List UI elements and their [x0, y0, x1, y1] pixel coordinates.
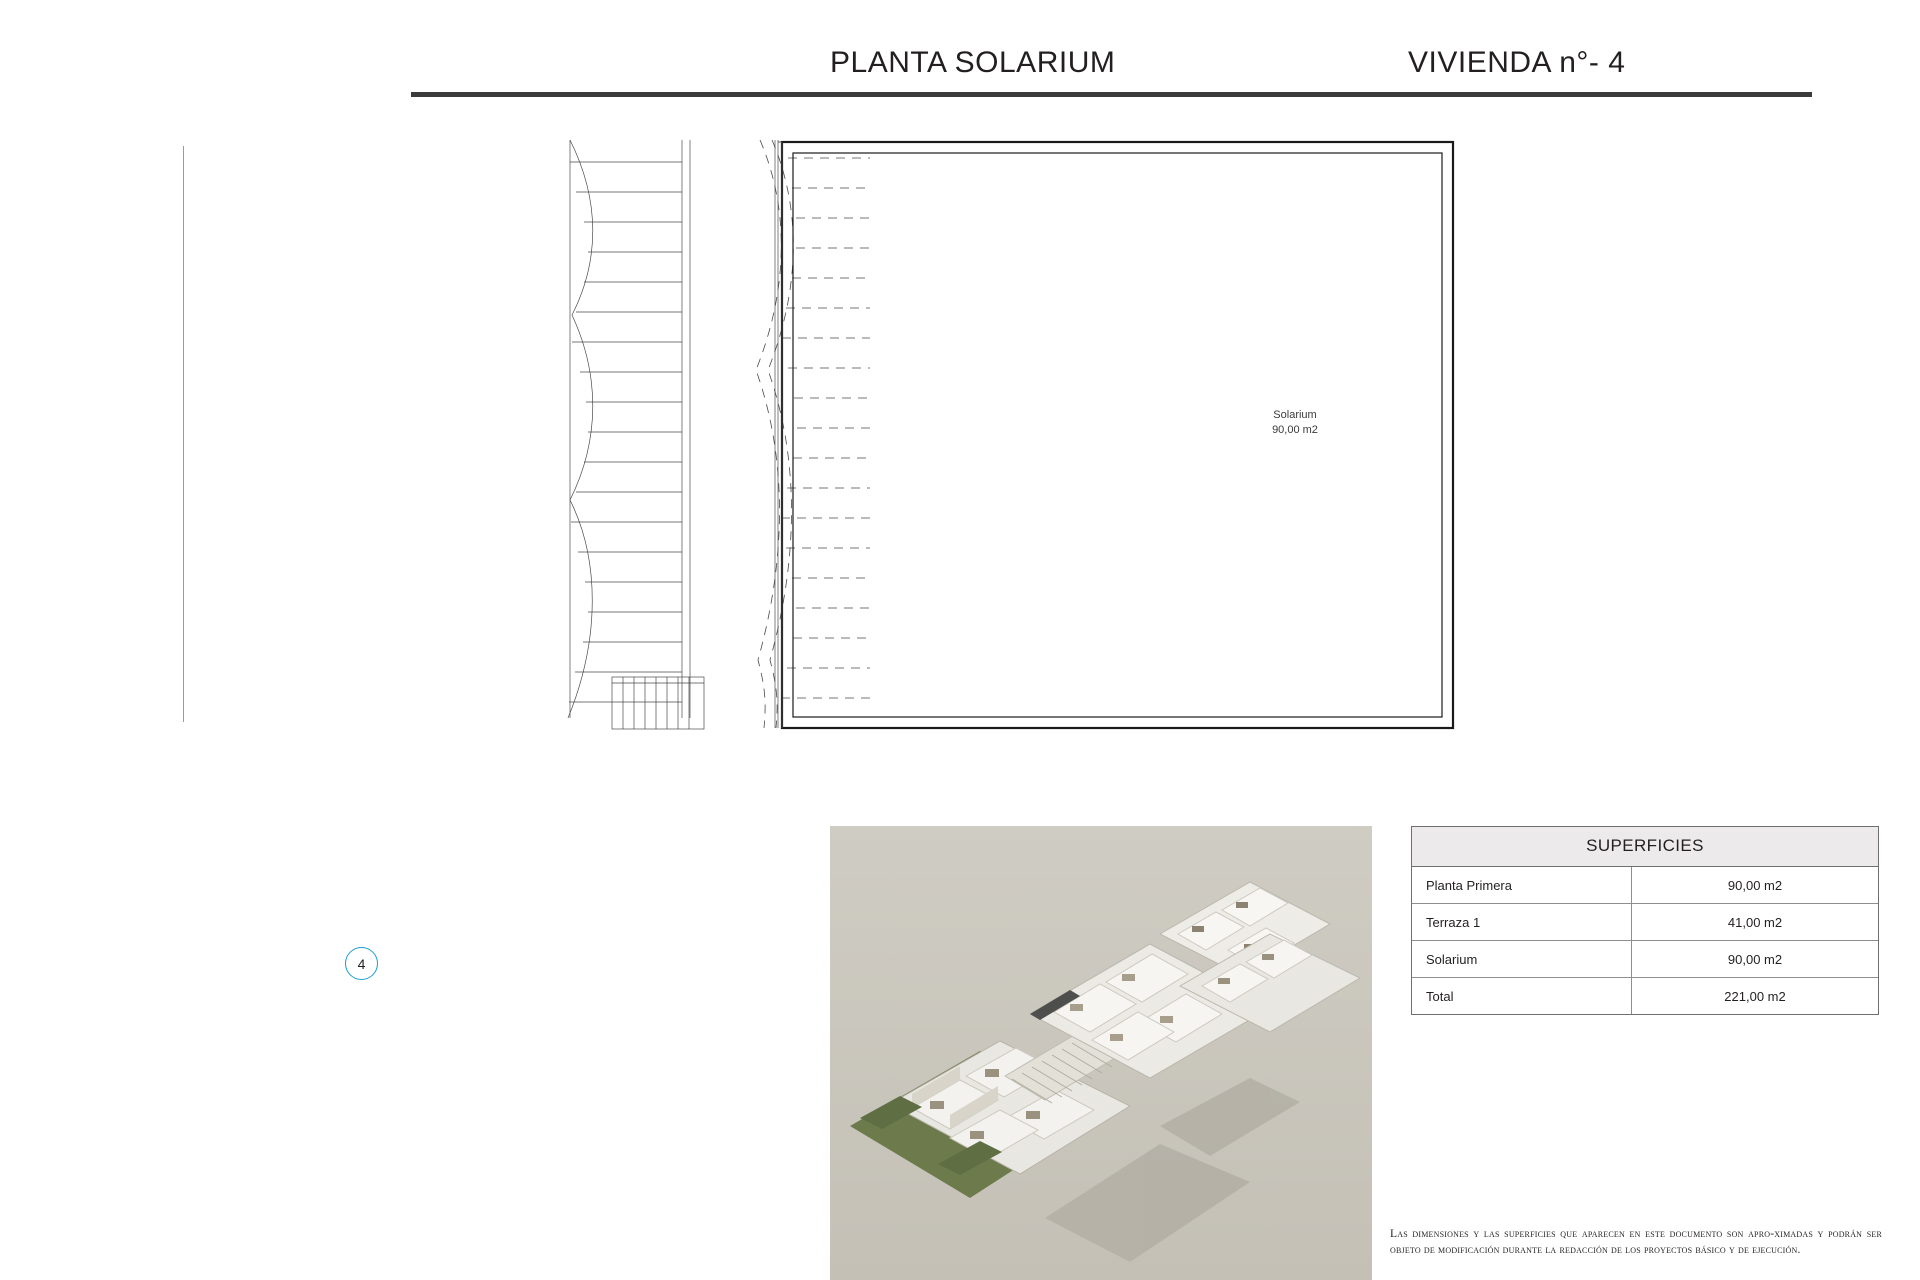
plan-number-marker: 4 [345, 947, 378, 980]
surfaces-table-title: SUPERFICIES [1412, 827, 1878, 867]
solarium-name: Solarium [1273, 409, 1317, 421]
3d-render-image [830, 826, 1372, 1280]
table-cell-label: Total [1412, 978, 1632, 1014]
table-cell-label: Planta Primera [1412, 867, 1632, 903]
table-row [1412, 867, 1878, 904]
table-row [1412, 978, 1878, 1014]
table-cell-value: 221,00 m2 [1724, 988, 1786, 1004]
solarium-area: 90,00 m2 [1272, 424, 1318, 436]
left-guide-line [183, 146, 184, 722]
page-subtitle: VIVIENDA n°- 4 [1408, 46, 1626, 79]
table-cell-value: 90,00 m2 [1727, 951, 1783, 967]
table-row [1412, 941, 1878, 978]
floor-plan-drawing [560, 140, 1540, 730]
disclaimer-text: Las dimensiones y las superficies que aparecen en este documento son apro-ximadas y podrán ser objeto de modificación durante la redacción de los proyectos básico y de ejecución. [1390, 1228, 1882, 1256]
table-cell-label: Terraza 1 [1412, 904, 1632, 940]
solarium-room-label [1215, 408, 1375, 438]
table-cell-value: 90,00 m2 [1727, 877, 1783, 893]
table-cell-label: Solarium [1412, 941, 1632, 977]
page-title: PLANTA SOLARIUM [830, 46, 1116, 79]
table-cell-value: 41,00 m2 [1727, 914, 1783, 930]
table-row [1412, 904, 1878, 941]
header-divider [411, 92, 1812, 97]
surfaces-table [1411, 826, 1879, 1015]
